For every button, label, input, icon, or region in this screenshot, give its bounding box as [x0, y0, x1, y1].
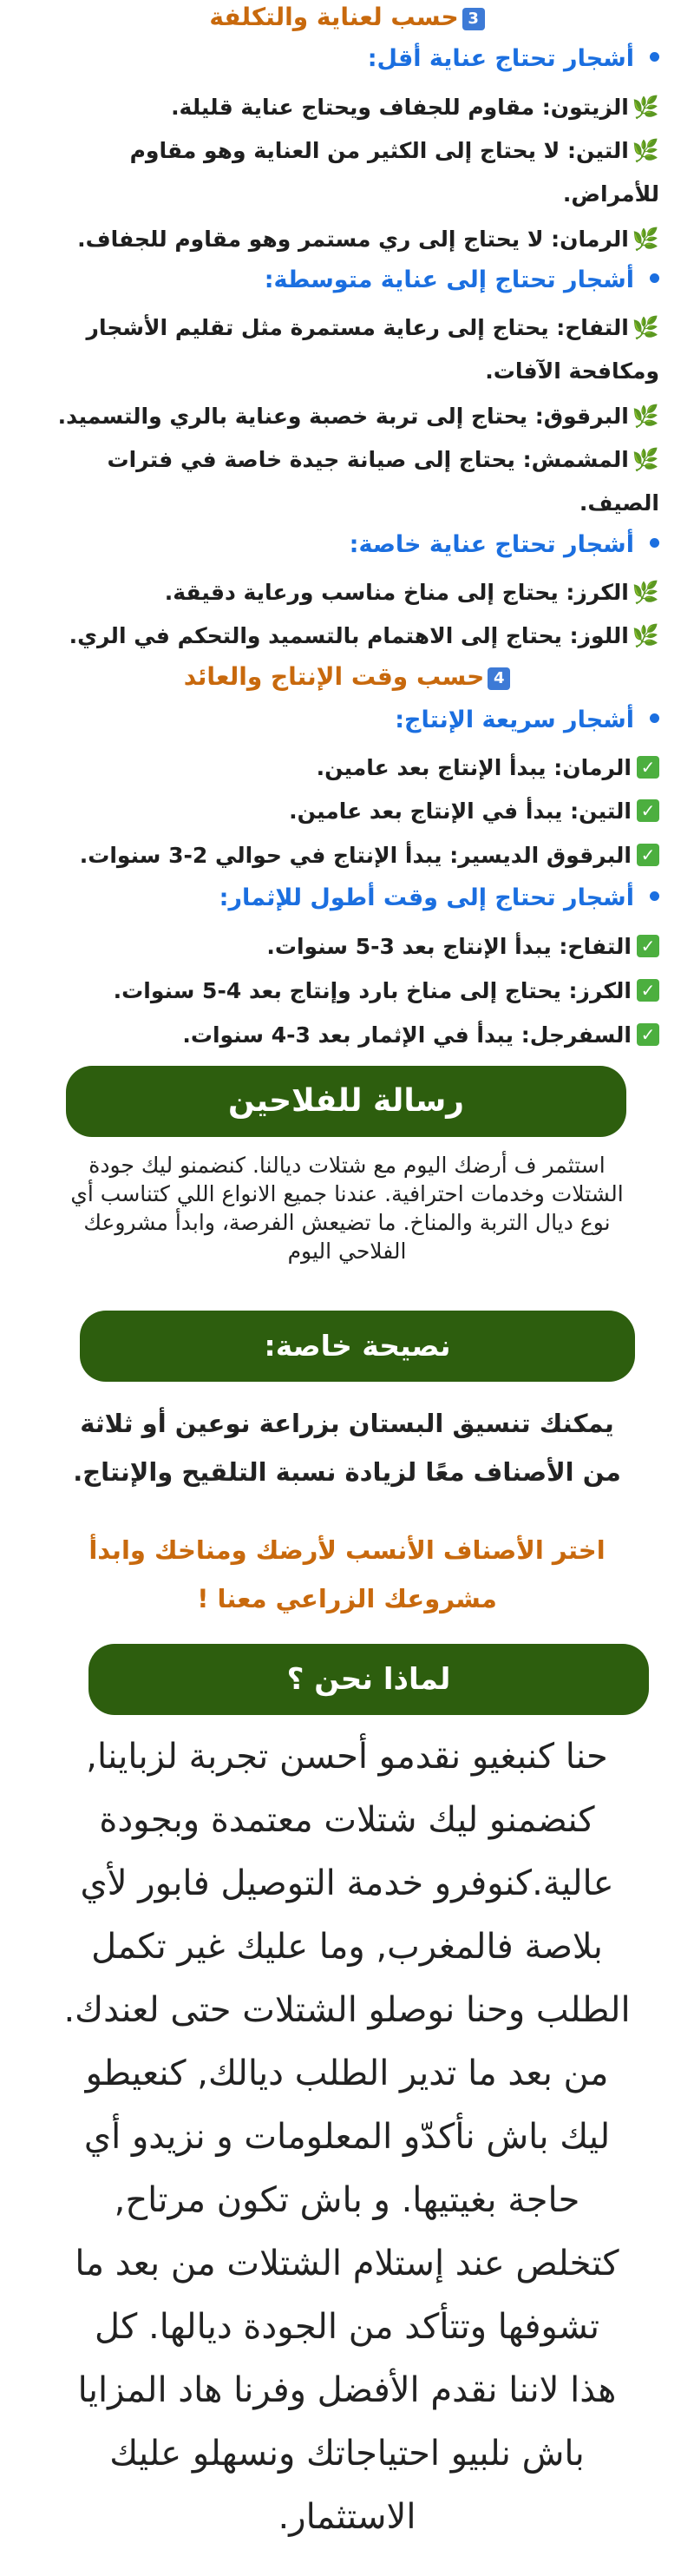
number-4-icon: 4: [488, 667, 510, 690]
check-mark-icon: ✓: [637, 935, 659, 957]
leaf-icon: 🌿: [632, 623, 659, 648]
number-3-icon: 3: [462, 8, 485, 30]
list-item: 🌿التين: لا يحتاج إلى الكثير من العناية وهو مقاوم للأمراض.: [129, 138, 659, 207]
check-mark-icon: ✓: [637, 1023, 659, 1046]
leaf-icon: 🌿: [632, 315, 659, 340]
list-item: 🌿التفاح: يحتاج إلى رعاية مستمرة مثل تقليم الأشجار ومكافحة الآفات.: [86, 315, 659, 384]
list-item: 🌿المشمش: يحتاج إلى صيانة جيدة خاصة في فترات الصيف.: [107, 447, 659, 516]
list-item: 🌿الكرز: يحتاج إلى مناخ مناسب ورعاية دقيقة.: [164, 580, 659, 605]
section-3-title: حسب لعناية والتكلفة: [209, 3, 459, 31]
list-item: ✓البرقوق الديسير: يبدأ الإنتاج في حوالي 2-3 سنوات.: [26, 834, 659, 877]
section-4-title: حسب وقت الإنتاج والعائد: [183, 662, 485, 691]
subcategory-medium-care: أشجار تحتاج إلى عناية متوسطة:: [265, 263, 659, 298]
check-mark-icon: ✓: [637, 756, 659, 779]
blue-dot-icon: [650, 713, 659, 723]
farmers-message-heading: رسالة للفلاحين: [66, 1066, 626, 1137]
check-mark-icon: ✓: [637, 979, 659, 1002]
leaf-icon: 🌿: [632, 138, 659, 163]
list-item: 🌿الرمان: لا يحتاج إلى ري مستمر وهو مقاوم للجفاف.: [77, 227, 659, 252]
leaf-icon: 🌿: [632, 95, 659, 120]
special-tip-heading: نصيحة خاصة:: [80, 1311, 635, 1382]
leaf-icon: 🌿: [632, 580, 659, 605]
list-item: 🌿اللوز: يحتاج إلى الاهتمام بالتسميد والتحكم في الري.: [69, 623, 659, 648]
list-item: ✓الرمان: يبدأ الإنتاج بعد عامين.: [26, 746, 659, 790]
why-us-heading: لماذا نحن ؟: [88, 1644, 649, 1715]
list-item: ✓التين: يبدأ في الإنتاج بعد عامين.: [26, 790, 659, 833]
check-mark-icon: ✓: [637, 844, 659, 866]
special-tip-text: يمكنك تنسيق البستان بزراعة نوعين أو ثلاثة من الأصناف معًا لزيادة نسبة التلقيح والإنتاج.: [73, 1409, 621, 1487]
list-item: 🌿البرقوق: يحتاج إلى تربة خصبة وعناية بالري والتسميد.: [57, 404, 659, 429]
why-us-text: حنا كنبغيو نقدمو أحسن تجربة لزباينا, كنضمنو ليك شتلات معتمدة وبجودة عالية.كنوفرو خدمة التوصيل فابور لأي بلاصة فالمغرب, وما عليك غير تكمل الطلب وحنا نوصلو الشتلات حتى لعندك. من بعد ما تدير الطلب ديالك, كنعيطو ليك باش نأكدّو المعلومات و نزيدو أي حاجة بغيتيها. و باش تكون مرتاح, كتخلص عند إستلام الشتلات من بعد ما تشوفها وتتأكد من الجودة ديالها. كل هذا لاننا نقدم الأفضل وفرنا هاد المزايا باش نلبيو احتياجاتك ونسهلو عليك الاستثمار.: [63, 1737, 631, 2537]
leaf-icon: 🌿: [632, 447, 659, 472]
list-item: ✓التفاح: يبدأ الإنتاج بعد 3-5 سنوات.: [26, 925, 659, 969]
subcategory-fast-production: أشجار سريعة الإنتاج:: [395, 703, 659, 738]
list-item: 🌿الزيتون: مقاوم للجفاف ويحتاج عناية قليلة.: [171, 95, 659, 120]
leaf-icon: 🌿: [632, 227, 659, 252]
call-to-action-text: اختر الأصناف الأنسب لأرضك ومناخك وابدأ مشروعك الزراعي معنا !: [88, 1535, 606, 1613]
list-item: ✓الكرز: يحتاج إلى مناخ بارد وإنتاج بعد 4-5 سنوات.: [26, 969, 659, 1013]
subcategory-slow-production: أشجار تحتاج إلى وقت أطول للإثمار:: [219, 881, 659, 916]
check-mark-icon: ✓: [637, 799, 659, 822]
subcategory-special-care: أشجار تحتاج عناية خاصة:: [350, 528, 659, 562]
blue-dot-icon: [650, 52, 659, 62]
list-item: ✓السفرجل: يبدأ في الإثمار بعد 3-4 سنوات.: [26, 1014, 659, 1057]
section-3-heading: [0, 0, 694, 35]
leaf-icon: 🌿: [632, 404, 659, 429]
blue-dot-icon: [650, 273, 659, 283]
subcategory-low-care: أشجار تحتاج عناية أقل:: [368, 42, 659, 76]
farmers-message-text: استثمر ف أرضك اليوم مع شتلات ديالنا. كنضمنو ليك جودة الشتلات وخدمات احترافية. عندنا جميع الانواع اللي كتناسب أي نوع ديال التربة والمناخ. ما تضيعش الفرصة، وابدأ مشروعك الفلاحي اليوم: [70, 1153, 624, 1264]
section-4-heading: [0, 660, 694, 694]
blue-dot-icon: [650, 538, 659, 548]
blue-dot-icon: [650, 891, 659, 901]
